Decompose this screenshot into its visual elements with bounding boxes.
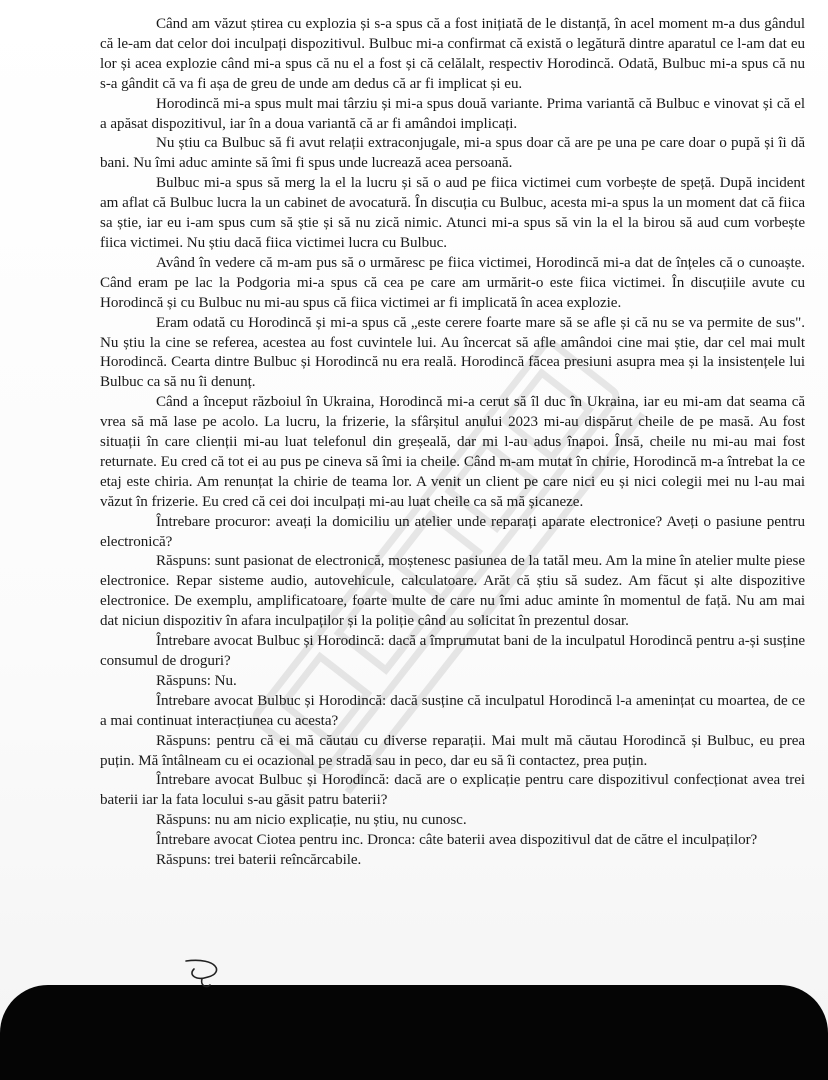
paragraph: Având în vedere că m-am pus să o urmăresc pe fiica victimei, Horodincă mi-a dat de înțeles că o cunoaște. Când eram pe lac la Podgoria mi-a spus că cea pe care am urmărit-o este fiica victimei. În discuțiile avute cu Horodincă și cu Bulbuc nu mi-au spus că fiica victimei ar fi implicată în acea explozie.	[100, 254, 805, 311]
answer-paragraph: Răspuns: pentru că ei mă căutau cu diverse reparații. Mai mult mă căutau Horodincă și Bulbuc, eu prea puțin. Mă întâlneam cu ei ocazional pe stradă sau in peco, dar eu să îi contactez, prea puțin.	[100, 732, 805, 769]
paragraph: Când am văzut știrea cu explozia și s-a spus că a fost inițiată de le distanță, în acel moment m-a dus gândul că le-am dat celor doi inculpați dispozitivul. Bulbuc mi-a confirmat că există o legătură dintre aparatul ce l-am dat eu lor și acea explozie când mi-a spus că nu el a fost și că celălalt, respectiv Horodincă. Odată, Bulbuc mi-a spus că nu s-a gândit că va fi așa de greu de unde am dedus că ar fi implicat și eu.	[100, 16, 805, 92]
paragraph: Nu știu ca Bulbuc să fi avut relații extraconjugale, mi-a spus doar că are pe una pe care doar o pupă și îi dă bani. Nu îmi aduc aminte să îmi fi spus unde lucrează acea persoană.	[100, 135, 805, 172]
paragraph: Când a început războiul în Ukraina, Horodincă mi-a cerut să îl duc în Ukraina, iar eu mi-am dat seama că vrea să mă lase pe acolo. La lucru, la frizerie, la sfârșitul anului 2023 mi-au dispărut cheile de pe masă. Au fost situații în care clienții mi-au luat telefonul din greșeală, dar mi l-au adus înapoi. Însă, cheile nu mi-au mai fost returnate. Eu cred că tot ei au pus pe cineva să îmi ia cheile. Când m-am mutat în chirie, Horodincă m-a întrebat la ce etaj este chiria. Am renunțat la chirie de teama lor. A venit un client pe care nici eu și nici colegii mei nu l-au mai văzut în frizerie. Eu cred că cei doi inculpați mi-au luat cheile ca să mă șicaneze.	[100, 394, 805, 510]
document-body	[100, 15, 805, 871]
paragraph: Horodincă mi-a spus mult mai târziu și mi-a spus două variante. Prima variantă că Bulbuc e vinovat și că el a apăsat dispozitivul, iar în a doua variantă că ar fi amândoi implicați.	[100, 95, 805, 132]
paragraph: Eram odată cu Horodincă și mi-a spus că „este cerere foarte mare să se afle și că nu se va permite de sus". Nu știu la cine se referea, acestea au fost cuvintele lui. Au încercat să afle amândoi cine mai știe, dar cel mai mult Horodincă. Cearta dintre Bulbuc și Horodincă nu era reală. Horodincă făcea presiuni asupra mea și la insistențele lui Bulbuc ca să nu îi denunț.	[100, 314, 805, 391]
question-paragraph: Întrebare avocat Ciotea pentru inc. Dronca: câte baterii avea dispozitivul dat de către el inculpaților?	[156, 832, 758, 849]
answer-paragraph: Răspuns: sunt pasionat de electronică, moștenesc pasiunea de la tatăl meu. Am la mine în atelier multe piese electronice. Repar sisteme audio, autovehicule, calculatoare. Arăt că știu să sudez. Am făcut și alte dispozitive electronice. De exemplu, amplificatoare, foarte multe de care nu îmi aduc aminte în momentul de față. Nu am mai dat niciun dispozitiv în afara inculpaților și la poliție când au solicitat în prezentul dosar.	[100, 553, 805, 630]
paragraph: Bulbuc mi-a spus să merg la el la lucru și să o aud pe fiica victimei cum vorbește de speță. După incident am aflat că Bulbuc lucra la un cabinet de avocatură. În discuția cu Bulbuc, acesta mi-a spus la un moment dat că fiica sa știe, iar eu i-am spus cum să știe și să nu zică nimic. Atunci mi-a spus să vin la el la birou să aud cum vorbește fiica victimei. Nu știu dacă fiica victimei lucra cu Bulbuc.	[100, 175, 805, 251]
redaction-bar	[0, 985, 828, 1080]
question-paragraph: Întrebare avocat Bulbuc și Horodincă: dacă are o explicație pentru care dispozitivul confecționat avea trei baterii iar la fata locului s-au găsit patru baterii?	[100, 772, 805, 809]
question-paragraph: Întrebare avocat Bulbuc și Horodincă: dacă susține că inculpatul Horodincă l-a amenințat cu moartea, de ce a mai continuat interacțiunea cu acesta?	[100, 692, 805, 729]
answer-paragraph: Răspuns: Nu.	[156, 672, 237, 689]
answer-paragraph: Răspuns: trei baterii reîncărcabile.	[156, 852, 362, 869]
question-paragraph: Întrebare procuror: aveați la domiciliu un atelier unde reparați aparate electronice? Aveți o pasiune pentru electronică?	[100, 513, 805, 550]
answer-paragraph: Răspuns: nu am nicio explicație, nu știu, nu cunosc.	[156, 812, 467, 829]
question-paragraph: Întrebare avocat Bulbuc și Horodincă: dacă a împrumutat bani de la inculpatul Horodincă pentru a-și susține consumul de droguri?	[100, 633, 805, 669]
